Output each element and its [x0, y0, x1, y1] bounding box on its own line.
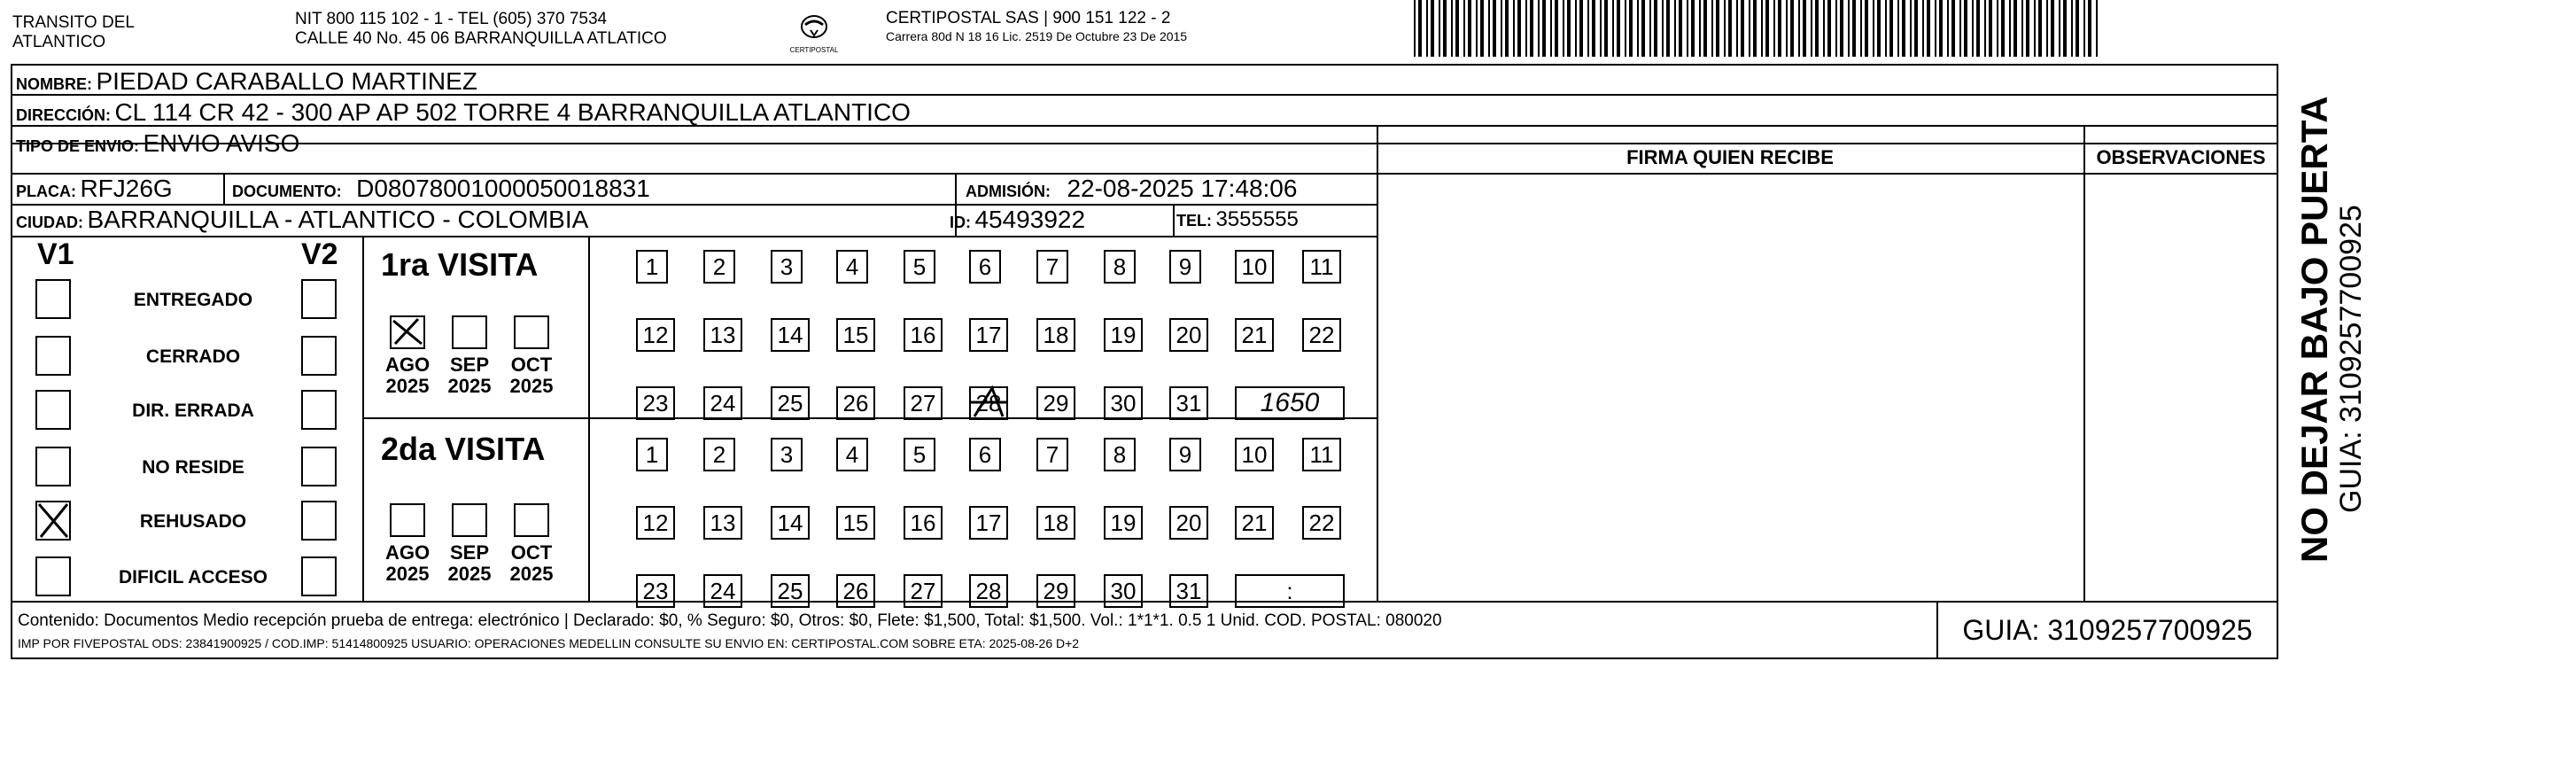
- second-day-28[interactable]: 28: [969, 574, 1008, 608]
- barcode-bar: [1662, 0, 1664, 57]
- first-day-31[interactable]: 31: [1169, 386, 1208, 420]
- footer-guia: GUIA: 3109257700925: [1962, 614, 2253, 646]
- barcode-bar: [1530, 0, 1533, 57]
- first-day-30[interactable]: 30: [1104, 386, 1143, 420]
- barcode-bar: [1517, 0, 1521, 57]
- barcode-bar: [1451, 0, 1453, 57]
- barcode-bar: [1567, 0, 1571, 57]
- second-day-8[interactable]: 8: [1104, 438, 1136, 471]
- second-day-30[interactable]: 30: [1104, 574, 1143, 608]
- barcode-bar: [1617, 0, 1620, 57]
- barcode-bar: [1637, 0, 1639, 57]
- barcode-bar: [1989, 0, 1992, 57]
- status-label: DIR. ERRADA: [132, 401, 254, 421]
- v2-checkbox[interactable]: [301, 390, 337, 430]
- first-day-24[interactable]: 24: [703, 386, 742, 420]
- v2-header: V2: [301, 237, 338, 271]
- barcode-bar: [1741, 0, 1744, 57]
- barcode-bar: [2096, 0, 2098, 57]
- barcode-bar: [1778, 0, 1781, 57]
- barcode-bar: [1823, 0, 1825, 57]
- first-day-7[interactable]: 7: [1036, 250, 1068, 284]
- barcode-bar: [1480, 0, 1484, 57]
- v2-checkbox[interactable]: [301, 447, 337, 486]
- no-dejar-warning: NO DEJAR BAJO PUERTA: [2293, 96, 2335, 563]
- barcode-bar: [1431, 0, 1434, 57]
- first-day-11[interactable]: 11: [1302, 250, 1341, 284]
- barcode-bar: [2021, 0, 2023, 57]
- barcode-bar: [1914, 0, 1918, 57]
- first-day-5[interactable]: 5: [904, 250, 935, 284]
- signature-header: FIRMA QUIEN RECIBE: [1626, 146, 1834, 168]
- status-label: NO RESIDE: [142, 457, 244, 478]
- first-day-1[interactable]: 1: [636, 250, 668, 284]
- first-day-15[interactable]: 15: [836, 318, 875, 352]
- barcode-bar: [1468, 0, 1471, 57]
- barcode-bar: [1604, 0, 1608, 57]
- observations-header: OBSERVACIONES: [2096, 146, 2266, 168]
- v1-checkbox[interactable]: [35, 279, 71, 319]
- v2-checkbox[interactable]: [301, 336, 337, 376]
- barcode-bar: [2026, 0, 2029, 57]
- barcode-bar: [1910, 0, 1912, 57]
- barcode-bar: [1951, 0, 1955, 57]
- barcode-bar: [2009, 0, 2011, 57]
- barcode-bar: [1443, 0, 1447, 57]
- barcode-bar: [1736, 0, 1738, 57]
- barcode-bar: [1860, 0, 1862, 57]
- barcode-bar: [1815, 0, 1819, 57]
- second-day-18[interactable]: 18: [1036, 506, 1075, 540]
- admission-field: ADMISIÓN: 22-08-2025 17:48:06: [966, 175, 1298, 202]
- side-warning-block: [2294, 96, 2367, 563]
- month-label: AGO 2025: [384, 354, 431, 397]
- barcode-bar: [1997, 0, 1998, 57]
- first-day-3[interactable]: 3: [771, 250, 803, 284]
- barcode-bar: [2046, 0, 2048, 57]
- v2-checkbox[interactable]: [301, 279, 337, 319]
- barcode-bar: [1840, 0, 1843, 57]
- month-checkbox-ago[interactable]: [390, 315, 425, 349]
- address-row: DIRECCIÓN: CL 114 CR 42 - 300 AP AP 502 TORRE 4 BARRANQUILLA ATLANTICO: [16, 98, 911, 126]
- type-row: TIPO DE ENVIO: ENVIO AVISO: [16, 129, 300, 157]
- first-day-29[interactable]: 29: [1036, 386, 1075, 420]
- barcode-bar: [1773, 0, 1775, 57]
- barcode-bar: [1550, 0, 1552, 57]
- content-line: Contenido: Documentos Medio recepción prueba de entrega: electrónico | Declarado: $0, % Seguro: $0, Otros: $0, Flete: $1,500, Total: $1,500. Vol.: 1*1*1. 0.5 1 Unid. COD. POSTAL: 080020: [18, 611, 1442, 630]
- month-label: OCT 2025: [509, 354, 554, 397]
- second-day-31[interactable]: 31: [1169, 574, 1208, 608]
- first-day-12[interactable]: 12: [636, 318, 675, 352]
- barcode-bar: [1612, 0, 1614, 57]
- barcode-bar: [1877, 0, 1881, 57]
- month-label: OCT 2025: [509, 541, 554, 585]
- second-day-1[interactable]: 1: [636, 438, 668, 471]
- barcode-bar: [1749, 0, 1750, 57]
- month-checkbox-sep[interactable]: [452, 315, 487, 349]
- barcode-bar: [1575, 0, 1577, 57]
- first-day-18[interactable]: 18: [1036, 318, 1075, 352]
- barcode-bar: [1674, 0, 1676, 57]
- barcode-bar: [1803, 0, 1806, 57]
- first-day-6[interactable]: 6: [969, 250, 1001, 284]
- second-time-box[interactable]: :: [1235, 574, 1345, 608]
- barcode-bar: [1641, 0, 1645, 57]
- barcode-bar: [1959, 0, 1961, 57]
- recipient-address: CL 114 CR 42 - 300 AP AP 502 TORRE 4 BARRANQUILLA ATLANTICO: [114, 98, 911, 126]
- barcode-bar: [1927, 0, 1930, 57]
- second-day-22[interactable]: 22: [1302, 506, 1341, 540]
- v1-checkbox[interactable]: [35, 336, 71, 376]
- v2-checkbox[interactable]: [301, 556, 337, 596]
- first-time-box[interactable]: 1650: [1235, 386, 1345, 420]
- barcode-bar: [1939, 0, 1943, 57]
- barcode-bar: [2001, 0, 2005, 57]
- first-day-8[interactable]: 8: [1104, 250, 1136, 284]
- side-guia: GUIA: 3109257700925: [2334, 205, 2368, 513]
- barcode-bar: [2071, 0, 2073, 57]
- barcode-bar: [1790, 0, 1794, 57]
- first-day-13[interactable]: 13: [703, 318, 742, 352]
- barcode-bar: [1488, 0, 1490, 57]
- barcode-bar: [2034, 0, 2036, 57]
- month-checkbox-ago[interactable]: [390, 503, 425, 537]
- barcode-bar: [1418, 0, 1422, 57]
- imp-line: IMP POR FIVEPOSTAL ODS: 23841900925 / COD.IMP: 51414800925 USUARIO: OPERACIONES MEDELLIN CONSULTE SU ENVIO EN: CERTIPOSTAL.COM SOBRE ETA: 2025-08-26 D+2: [18, 636, 1080, 650]
- second-day-25[interactable]: 25: [771, 574, 810, 608]
- shipment-type: ENVIO AVISO: [143, 129, 300, 157]
- barcode-bar: [1654, 0, 1657, 57]
- second-day-19[interactable]: 19: [1104, 506, 1143, 540]
- month-label: SEP 2025: [447, 541, 492, 585]
- barcode-bar: [1455, 0, 1459, 57]
- barcode-bar: [1629, 0, 1633, 57]
- barcode-bar: [1542, 0, 1546, 57]
- barcode-bar: [1579, 0, 1583, 57]
- first-day-28[interactable]: 28: [969, 386, 1008, 420]
- barcode-bar: [1414, 0, 1416, 57]
- barcode-bar: [1865, 0, 1868, 57]
- second-day-26[interactable]: 26: [836, 574, 875, 608]
- barcode-bar: [1728, 0, 1732, 57]
- barcode-bar: [1976, 0, 1980, 57]
- document-field: DOCUMENTO: D08078001000050018831: [232, 175, 650, 202]
- second-day-9[interactable]: 9: [1169, 438, 1201, 471]
- barcode-bar: [1897, 0, 1899, 57]
- barcode-bar: [1811, 0, 1812, 57]
- barcode-bar: [2038, 0, 2042, 57]
- second-day-24[interactable]: 24: [703, 574, 742, 608]
- status-label: CERRADO: [145, 346, 241, 367]
- first-day-25[interactable]: 25: [771, 386, 810, 420]
- barcode: [1414, 0, 2105, 58]
- first-day-22[interactable]: 22: [1302, 318, 1341, 352]
- v1-checkbox[interactable]: [35, 501, 71, 541]
- first-day-9[interactable]: 9: [1169, 250, 1201, 284]
- barcode-bar: [1493, 0, 1496, 57]
- barcode-bar: [1666, 0, 1670, 57]
- barcode-bar: [2088, 0, 2091, 57]
- tel-field: TEL: 3555555: [1176, 207, 1299, 231]
- second-day-20[interactable]: 20: [1169, 506, 1208, 540]
- barcode-bar: [1525, 0, 1527, 57]
- sender-name: TRANSITO DEL ATLANTICO: [12, 13, 135, 51]
- second-day-14[interactable]: 14: [771, 506, 810, 540]
- barcode-bar: [1476, 0, 1478, 57]
- barcode-bar: [1600, 0, 1602, 57]
- barcode-bar: [1679, 0, 1682, 57]
- city-field: CIUDAD: BARRANQUILLA - ATLANTICO - COLOMBIA: [16, 206, 589, 233]
- month-checkbox-sep[interactable]: [452, 503, 487, 537]
- status-label: ENTREGADO: [133, 290, 253, 310]
- v1-header: V1: [37, 237, 74, 271]
- first-visit-title: 1ra VISITA: [381, 246, 539, 283]
- second-day-21[interactable]: 21: [1235, 506, 1274, 540]
- barcode-bar: [1463, 0, 1465, 57]
- first-day-26[interactable]: 26: [836, 386, 875, 420]
- month-checkbox-oct[interactable]: [514, 315, 549, 349]
- second-day-23[interactable]: 23: [636, 574, 675, 608]
- status-label: REHUSADO: [139, 511, 247, 532]
- recipient-name: PIEDAD CARABALLO MARTINEZ: [96, 67, 477, 95]
- first-day-23[interactable]: 23: [636, 386, 675, 420]
- first-day-21[interactable]: 21: [1235, 318, 1274, 352]
- barcode-bar: [2059, 0, 2060, 57]
- barcode-bar: [1555, 0, 1558, 57]
- barcode-bar: [1501, 0, 1502, 57]
- barcode-bar: [1873, 0, 1874, 57]
- second-day-12[interactable]: 12: [636, 506, 675, 540]
- v1-checkbox[interactable]: [35, 390, 71, 430]
- barcode-bar: [1972, 0, 1974, 57]
- barcode-bar: [1889, 0, 1893, 57]
- second-day-7[interactable]: 7: [1036, 438, 1068, 471]
- barcode-bar: [2051, 0, 2054, 57]
- status-label: DIFICIL ACCESO: [118, 567, 268, 587]
- day-check-mark: [967, 383, 1010, 428]
- barcode-bar: [2063, 0, 2067, 57]
- v1-checkbox[interactable]: [35, 447, 71, 486]
- month-checkbox-oct[interactable]: [514, 503, 549, 537]
- id-field: ID: 45493922: [950, 206, 1086, 233]
- barcode-bar: [1439, 0, 1440, 57]
- barcode-bar: [1716, 0, 1719, 57]
- first-day-2[interactable]: 2: [703, 250, 735, 284]
- barcode-bar: [2083, 0, 2085, 57]
- second-day-11[interactable]: 11: [1302, 438, 1341, 471]
- barcode-bar: [1848, 0, 1850, 57]
- first-day-17[interactable]: 17: [969, 318, 1008, 352]
- barcode-bar: [1538, 0, 1540, 57]
- barcode-bar: [1885, 0, 1887, 57]
- barcode-bar: [1947, 0, 1949, 57]
- first-day-10[interactable]: 10: [1235, 250, 1274, 284]
- barcode-bar: [1587, 0, 1589, 57]
- barcode-bar: [1964, 0, 1967, 57]
- month-label: AGO 2025: [384, 541, 431, 585]
- second-day-13[interactable]: 13: [703, 506, 742, 540]
- company-info: CERTIPOSTAL SAS | 900 151 122 - 2 Carrera 80d N 18 16 Lic. 2519 De Octubre 23 De 2015: [886, 9, 1188, 43]
- barcode-bar: [1984, 0, 1986, 57]
- second-day-2[interactable]: 2: [703, 438, 735, 471]
- first-day-4[interactable]: 4: [836, 250, 868, 284]
- name-row: NOMBRE: PIEDAD CARABALLO MARTINEZ: [16, 67, 477, 95]
- sender-contact: NIT 800 115 102 - 1 - TEL (605) 370 7534 CALLE 40 No. 45 06 BARRANQUILLA ATLATICO: [295, 10, 667, 48]
- second-day-27[interactable]: 27: [904, 574, 943, 608]
- barcode-bar: [1703, 0, 1707, 57]
- second-day-16[interactable]: 16: [904, 506, 943, 540]
- barcode-bar: [1902, 0, 1905, 57]
- v2-checkbox[interactable]: [301, 501, 337, 541]
- first-day-19[interactable]: 19: [1104, 318, 1143, 352]
- barcode-bar: [1827, 0, 1831, 57]
- second-visit-title: 2da VISITA: [381, 431, 546, 467]
- barcode-bar: [1711, 0, 1713, 57]
- barcode-bar: [1505, 0, 1509, 57]
- barcode-bar: [1724, 0, 1726, 57]
- barcode-bar: [1592, 0, 1595, 57]
- barcode-bar: [1687, 0, 1688, 57]
- certipostal-logo: CERTIPOSTAL: [781, 7, 847, 62]
- barcode-bar: [1426, 0, 1428, 57]
- second-day-4[interactable]: 4: [836, 438, 868, 471]
- barcode-bar: [1922, 0, 1924, 57]
- second-day-10[interactable]: 10: [1235, 438, 1274, 471]
- v1-checkbox[interactable]: [35, 556, 71, 596]
- second-day-6[interactable]: 6: [969, 438, 1001, 471]
- barcode-bar: [2076, 0, 2079, 57]
- first-day-14[interactable]: 14: [771, 318, 810, 352]
- barcode-bar: [1761, 0, 1763, 57]
- barcode-bar: [1691, 0, 1695, 57]
- first-day-20[interactable]: 20: [1169, 318, 1208, 352]
- first-day-16[interactable]: 16: [904, 318, 943, 352]
- month-label: SEP 2025: [447, 354, 492, 397]
- plate-field: PLACA: RFJ26G: [16, 175, 173, 202]
- barcode-bar: [1563, 0, 1564, 57]
- second-day-15[interactable]: 15: [836, 506, 875, 540]
- barcode-bar: [1786, 0, 1788, 57]
- barcode-bar: [1798, 0, 1800, 57]
- first-day-27[interactable]: 27: [904, 386, 943, 420]
- barcode-bar: [2013, 0, 2017, 57]
- second-day-5[interactable]: 5: [904, 438, 935, 471]
- second-day-29[interactable]: 29: [1036, 574, 1075, 608]
- barcode-bar: [1835, 0, 1837, 57]
- barcode-bar: [1935, 0, 1936, 57]
- barcode-bar: [1625, 0, 1626, 57]
- barcode-bar: [1699, 0, 1701, 57]
- barcode-bar: [1649, 0, 1651, 57]
- second-day-3[interactable]: 3: [771, 438, 803, 471]
- second-day-17[interactable]: 17: [969, 506, 1008, 540]
- barcode-bar: [1765, 0, 1769, 57]
- barcode-bar: [1513, 0, 1515, 57]
- barcode-bar: [1852, 0, 1856, 57]
- barcode-bar: [1753, 0, 1757, 57]
